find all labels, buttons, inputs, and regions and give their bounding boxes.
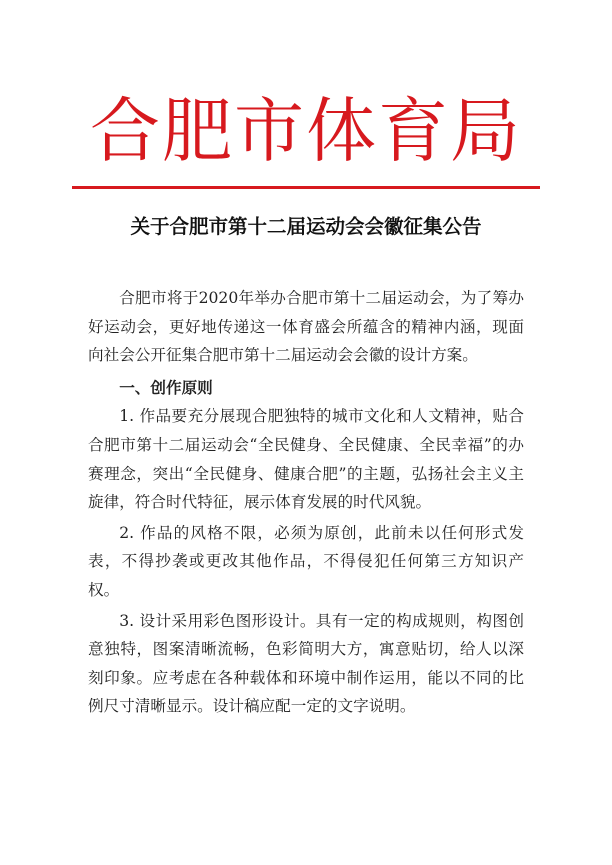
principle-item-3: 3. 设计采用彩色图形设计。具有一定的构成规则，构图创意独特，图案清晰流畅，色彩简明大方，寓意贴切，给人以深刻印象。应考虑在各种载体和环境中制作运用，能以不同的比例尺寸清晰显示。设计稿应配一定的文字说明。 [88,611,524,716]
document-title: 关于合肥市第十二届运动会会徽征集公告 [130,215,482,238]
principle-item-1: 1. 作品要充分展现合肥独特的城市文化和人文精神，贴合合肥市第十二届运动会“全民健身、全民健康、全民幸福”的办赛理念，突出“全民健身、健康合肥”的主题，弘扬社会主义主旋律，符合时代特征，展示体育发展的时代风貌。 [88,407,524,512]
intro-paragraph: 合肥市将于2020年举办合肥市第十二届运动会，为了筹办好运动会，更好地传递这一体育盛会所蕴含的精神内涵，现面向社会公开征集合肥市第十二届运动会会徽的设计方案。 [88,289,524,365]
agency-masthead: 合肥市体育局 [90,90,522,172]
red-divider-line [72,186,540,189]
section-heading: 一、创作原则 [119,378,213,397]
principle-item-2: 2. 作品的风格不限，必须为原创，此前未以任何形式发表，不得抄袭或更改其他作品，不得侵犯任何第三方知识产权。 [88,523,524,599]
document-body [88,284,524,721]
